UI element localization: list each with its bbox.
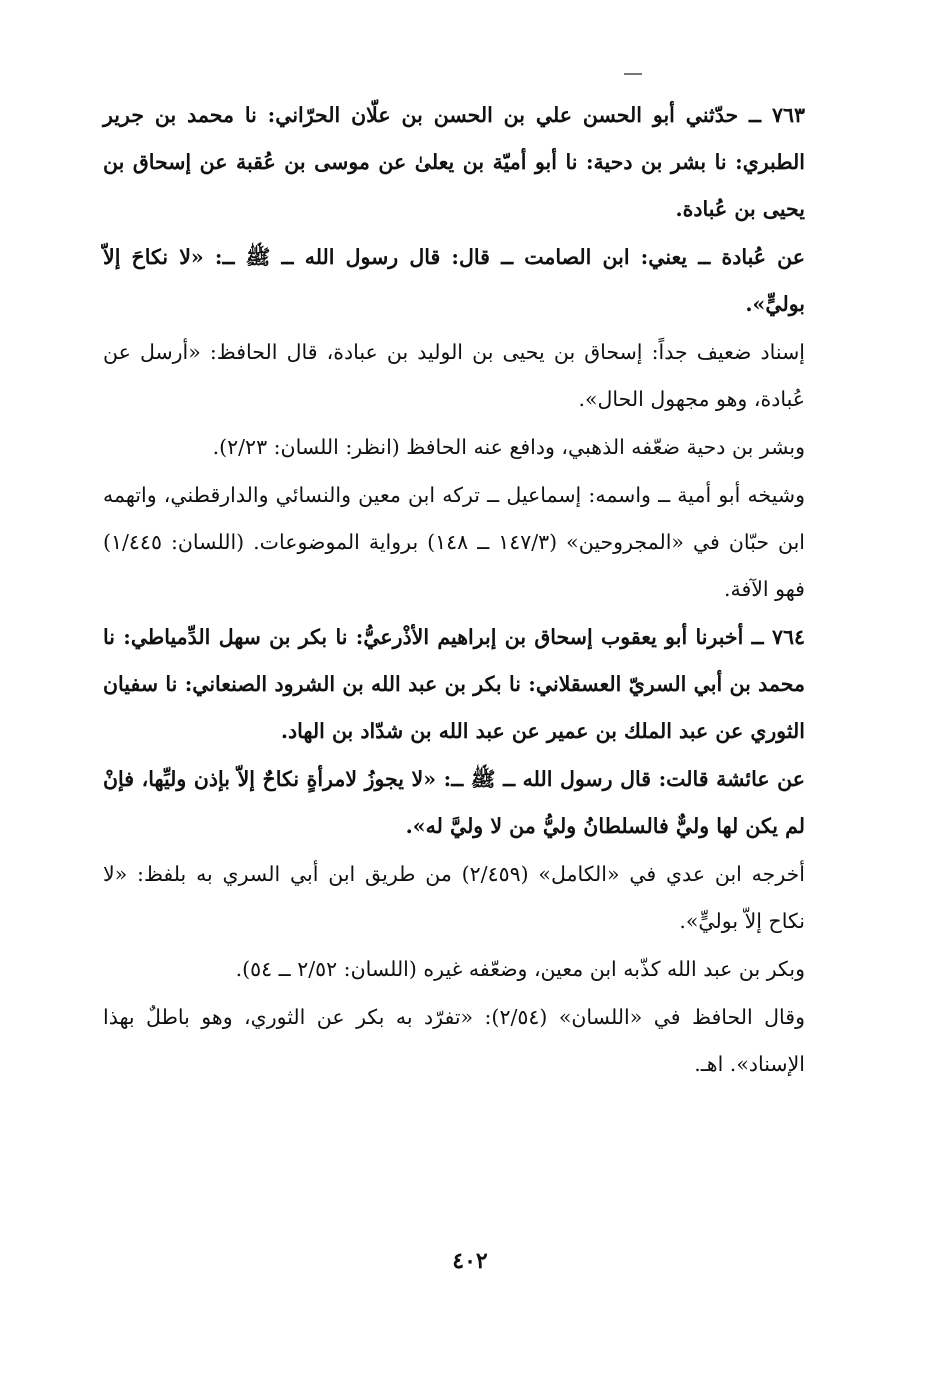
- page-text: [103, 92, 805, 1088]
- commentary-paragraph: وبشر بن دحية ضعّفه الذهبي، ودافع عنه الحافظ (انظر: اللسان: ٢/٢٣).: [212, 435, 805, 459]
- hadith-764-matn: عن عائشة قالت: قال رسول الله ــ ﷺ ــ: «لا يجوزُ لامرأةٍ نكاحٌ إلاّ بإذن وليِّها، فإنْ لم يكن لها وليٌّ فالسلطانُ وليُّ من لا وليَّ له».: [103, 767, 805, 838]
- hadith-763-matn: عن عُبادة ــ يعني: ابن الصامت ــ قال: قال رسول الله ــ ﷺ ــ: «لا نكاحَ إلاّ بوليٍّ».: [103, 245, 805, 316]
- hadith-764-isnad: ٧٦٤ ــ أخبرنا أبو يعقوب إسحاق بن إبراهيم الأذْرعيُّ: نا بكر بن سهل الدِّمياطي: نا محمد بن أبي السريّ العسقلاني: نا بكر بن عبد الله بن الشرود الصنعاني: نا سفيان الثوري عن عبد الملك بن عمير عن عبد الله بن شدّاد بن الهاد.: [103, 625, 805, 743]
- commentary-paragraph: وبكر بن عبد الله كذّبه ابن معين، وضعّفه غيره (اللسان: ٢/٥٢ ــ ٥٤).: [235, 957, 805, 981]
- commentary-paragraph: وشيخه أبو أمية ــ واسمه: إسماعيل ــ تركه ابن معين والنسائي والدارقطني، واتهمه ابن حبّان في «المجروحين» (١٤٧/٣ ــ ١٤٨) برواية الموضوعات. (اللسان: ١/٤٤٥) فهو الآفة.: [103, 483, 805, 601]
- top-dash: [624, 73, 642, 75]
- commentary-paragraph: وقال الحافظ في «اللسان» (٢/٥٤): «تفرّد به بكر عن الثوري، وهو باطلٌ بهذا الإسناد». اهـ.: [103, 1005, 806, 1076]
- hadith-763-isnad: ٧٦٣ ــ حدّثني أبو الحسن علي بن الحسن بن علّان الحرّاني: نا محمد بن جرير الطبري: نا بشر بن دحية: نا أبو أميّة بن يعلىٰ عن موسى بن عُقبة عن إسحاق بن يحيى بن عُبادة.: [103, 103, 805, 221]
- commentary-paragraph: أخرجه ابن عدي في «الكامل» (٢/٤٥٩) من طريق ابن أبي السري به بلفظ: «لا نكاح إلاّ بوليٍّ».: [103, 862, 806, 933]
- commentary-paragraph: إسناد ضعيف جداً: إسحاق بن يحيى بن الوليد بن عبادة، قال الحافظ: «أرسل عن عُبادة، وهو مجهول الحال».: [103, 340, 805, 411]
- page-number: ٤٠٢: [452, 1248, 488, 1274]
